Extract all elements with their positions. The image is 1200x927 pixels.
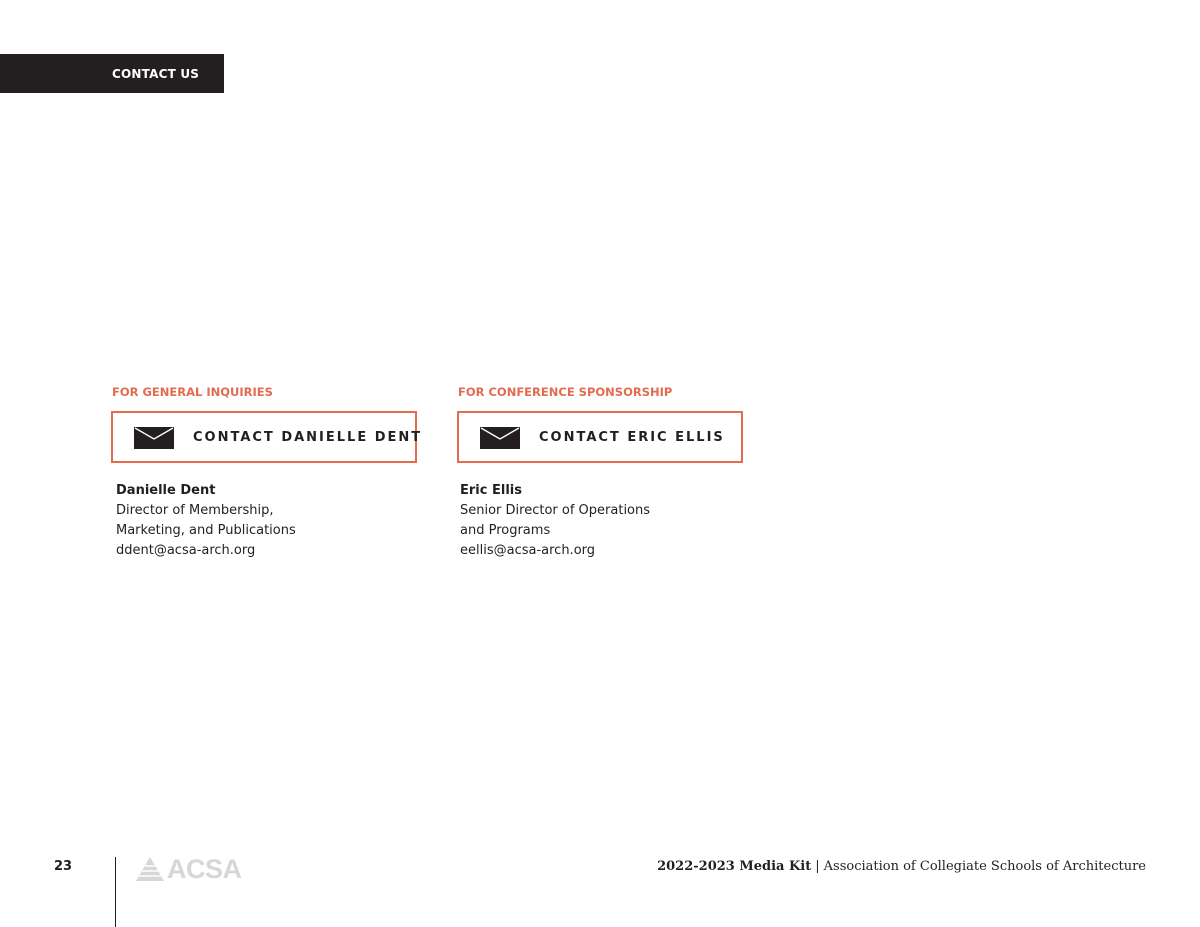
contact-email[interactable]: ddent@acsa-arch.org: [116, 543, 256, 558]
acsa-logo: [136, 856, 242, 882]
contact-name: Eric Ellis: [460, 483, 522, 498]
contact-email[interactable]: eellis@acsa-arch.org: [460, 543, 596, 558]
media-kit-title: 2022-2023 Media Kit: [657, 859, 812, 874]
page-title: CONTACT US: [112, 67, 200, 81]
contact-title-line1: Director of Membership,: [116, 503, 274, 518]
envelope-icon: [134, 427, 174, 449]
acsa-logo-mark-icon: [136, 857, 164, 881]
general-inquiries-label: FOR GENERAL INQUIRIES: [112, 385, 273, 399]
contact-card-danielle-dent: [116, 481, 296, 561]
acsa-logo-text: ACSA: [167, 854, 242, 884]
contact-title-line1: Senior Director of Operations: [460, 503, 651, 518]
contact-danielle-dent-label: CONTACT DANIELLE DENT: [193, 430, 423, 445]
contact-card-eric-ellis: [460, 481, 650, 561]
contact-title-line2: and Programs: [460, 523, 551, 538]
footer-divider: [115, 857, 116, 927]
contact-eric-ellis-label: CONTACT ERIC ELLIS: [539, 430, 725, 445]
footer-separator: |: [815, 859, 820, 874]
footer-publication-info: [657, 859, 1146, 875]
organization-name: Association of Collegiate Schools of Architecture: [823, 859, 1146, 874]
contact-name: Danielle Dent: [116, 483, 216, 498]
conference-sponsorship-label: FOR CONFERENCE SPONSORSHIP: [458, 385, 673, 399]
contact-eric-ellis-button[interactable]: [457, 411, 743, 463]
contact-danielle-dent-button[interactable]: [111, 411, 423, 463]
header-bar: [0, 54, 224, 93]
contact-title-line2: Marketing, and Publications: [116, 523, 296, 538]
page-number: 23: [54, 859, 73, 874]
envelope-icon: [480, 427, 520, 449]
